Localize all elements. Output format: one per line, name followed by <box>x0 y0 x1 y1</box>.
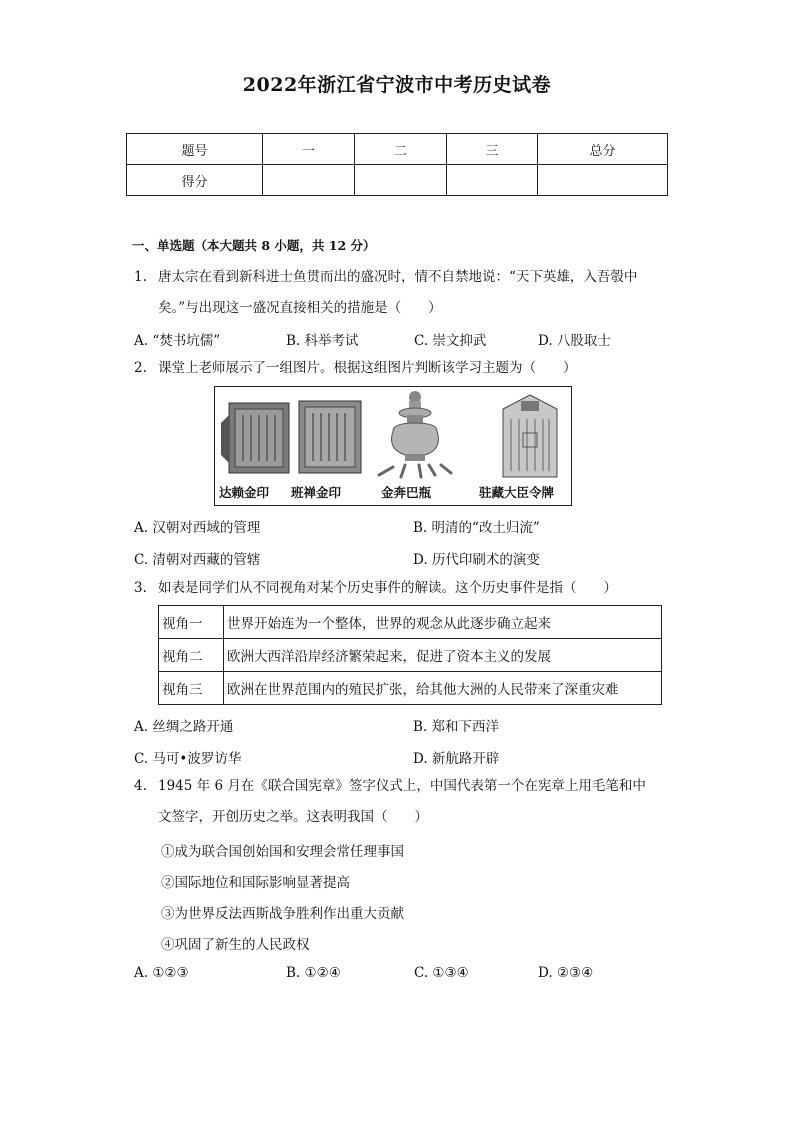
option-b[interactable]: B. 科举考试 <box>286 333 359 349</box>
statement-item: ②国际地位和国际影响显著提高 <box>161 875 350 891</box>
option-d[interactable]: D. 新航路开辟 <box>413 751 500 767</box>
question-1 <box>134 262 674 324</box>
command-tablet-image <box>497 393 563 481</box>
question-stem-line: 唐太宗在看到新科进士鱼贯而出的盛况时，情不自禁地说：“天下英雄，入吾彀中 <box>158 269 638 285</box>
statement-item: ①成为联合国创始国和安理会常任理事国 <box>161 844 404 860</box>
statement-item: ④巩固了新生的人民政权 <box>161 937 310 953</box>
option-b[interactable]: B. ①②④ <box>286 965 341 981</box>
score-header-cell: 二 <box>355 134 447 165</box>
perspective-table <box>158 605 662 705</box>
question-4 <box>134 771 674 833</box>
question-number: 2. <box>134 360 147 376</box>
question-stem: 如表是同学们从不同视角对某个历史事件的解读。这个历史事件是指（ ） <box>158 580 617 596</box>
question-stem-line: 矣。”与出现这一盛况直接相关的措施是（ ） <box>158 300 442 316</box>
image-caption: 驻藏大臣令牌 <box>479 485 555 500</box>
score-header-cell: 题号 <box>127 134 263 165</box>
gold-seals-image <box>217 393 367 479</box>
perspective-text: 欧洲大西洋沿岸经济繁荣起来，促进了资本主义的发展 <box>224 639 662 672</box>
score-cell[interactable] <box>447 165 538 196</box>
question-3-options-row2 <box>134 747 674 767</box>
artifact-image-group <box>214 386 572 506</box>
score-row-label: 得分 <box>127 165 263 196</box>
page-title: 2022年浙江省宁波市中考历史试卷 <box>242 74 552 96</box>
perspective-text: 欧洲在世界范围内的殖民扩张，给其他大洲的人民带来了深重灾难 <box>224 672 662 705</box>
option-d[interactable]: D. 八股取士 <box>538 333 611 349</box>
question-4-options <box>134 965 674 985</box>
option-b[interactable]: B. 明清的“改土归流” <box>413 520 540 536</box>
question-stem-line: 文签字，开创历史之举。这表明我国（ ） <box>158 809 428 825</box>
image-caption: 金奔巴瓶 <box>381 485 432 500</box>
score-table-header-row <box>127 134 668 165</box>
option-b[interactable]: B. 郑和下西洋 <box>413 719 500 735</box>
score-cell[interactable] <box>263 165 355 196</box>
question-1-options <box>134 329 674 349</box>
option-a[interactable]: A. “焚书坑儒” <box>134 333 221 349</box>
score-header-cell: 一 <box>263 134 355 165</box>
score-cell[interactable] <box>538 165 668 196</box>
question-3 <box>134 573 674 604</box>
score-table-score-row <box>127 165 668 196</box>
score-header-cell: 三 <box>447 134 538 165</box>
option-d[interactable]: D. ②③④ <box>538 965 594 981</box>
table-row <box>159 639 662 672</box>
question-3-options-row1 <box>134 715 674 735</box>
option-c[interactable]: C. 崇文抑武 <box>414 333 487 349</box>
image-caption: 班禅金印 <box>291 485 342 500</box>
score-cell[interactable] <box>355 165 447 196</box>
score-header-cell: 总分 <box>538 134 668 165</box>
perspective-label: 视角三 <box>159 672 224 705</box>
option-a[interactable]: A. 汉朝对西域的管理 <box>134 520 261 536</box>
statement-item: ③为世界反法西斯战争胜利作出重大贡献 <box>161 906 404 922</box>
image-caption: 达赖金印 <box>219 485 270 500</box>
question-stem: 课堂上老师展示了一组图片。根据这组图片判断该学习主题为（ ） <box>158 360 577 376</box>
option-a[interactable]: A. ①②③ <box>134 965 189 981</box>
perspective-label: 视角一 <box>159 606 224 639</box>
question-2-options-row1 <box>134 516 674 536</box>
option-c[interactable]: C. 清朝对西藏的管辖 <box>134 552 261 568</box>
golden-urn-image <box>365 389 465 481</box>
question-number: 4. <box>134 778 147 794</box>
perspective-label: 视角二 <box>159 639 224 672</box>
perspective-text: 世界开始连为一个整体，世界的观念从此逐步确立起来 <box>224 606 662 639</box>
option-c[interactable]: C. ①③④ <box>414 965 469 981</box>
option-c[interactable]: C. 马可•波罗访华 <box>134 751 242 767</box>
question-2 <box>134 353 674 384</box>
option-a[interactable]: A. 丝绸之路开通 <box>134 719 234 735</box>
option-d[interactable]: D. 历代印刷术的演变 <box>413 552 540 568</box>
question-2-options-row2 <box>134 548 674 568</box>
score-table <box>126 133 668 196</box>
table-row <box>159 672 662 705</box>
question-number: 3. <box>134 580 147 596</box>
section-heading: 一、单选题（本大题共 8 小题，共 12 分） <box>132 238 376 253</box>
question-stem-line: 1945 年 6 月在《联合国宪章》签字仪式上，中国代表第一个在宪章上用毛笔和中 <box>158 778 646 794</box>
question-number: 1. <box>134 269 147 285</box>
table-row <box>159 606 662 639</box>
